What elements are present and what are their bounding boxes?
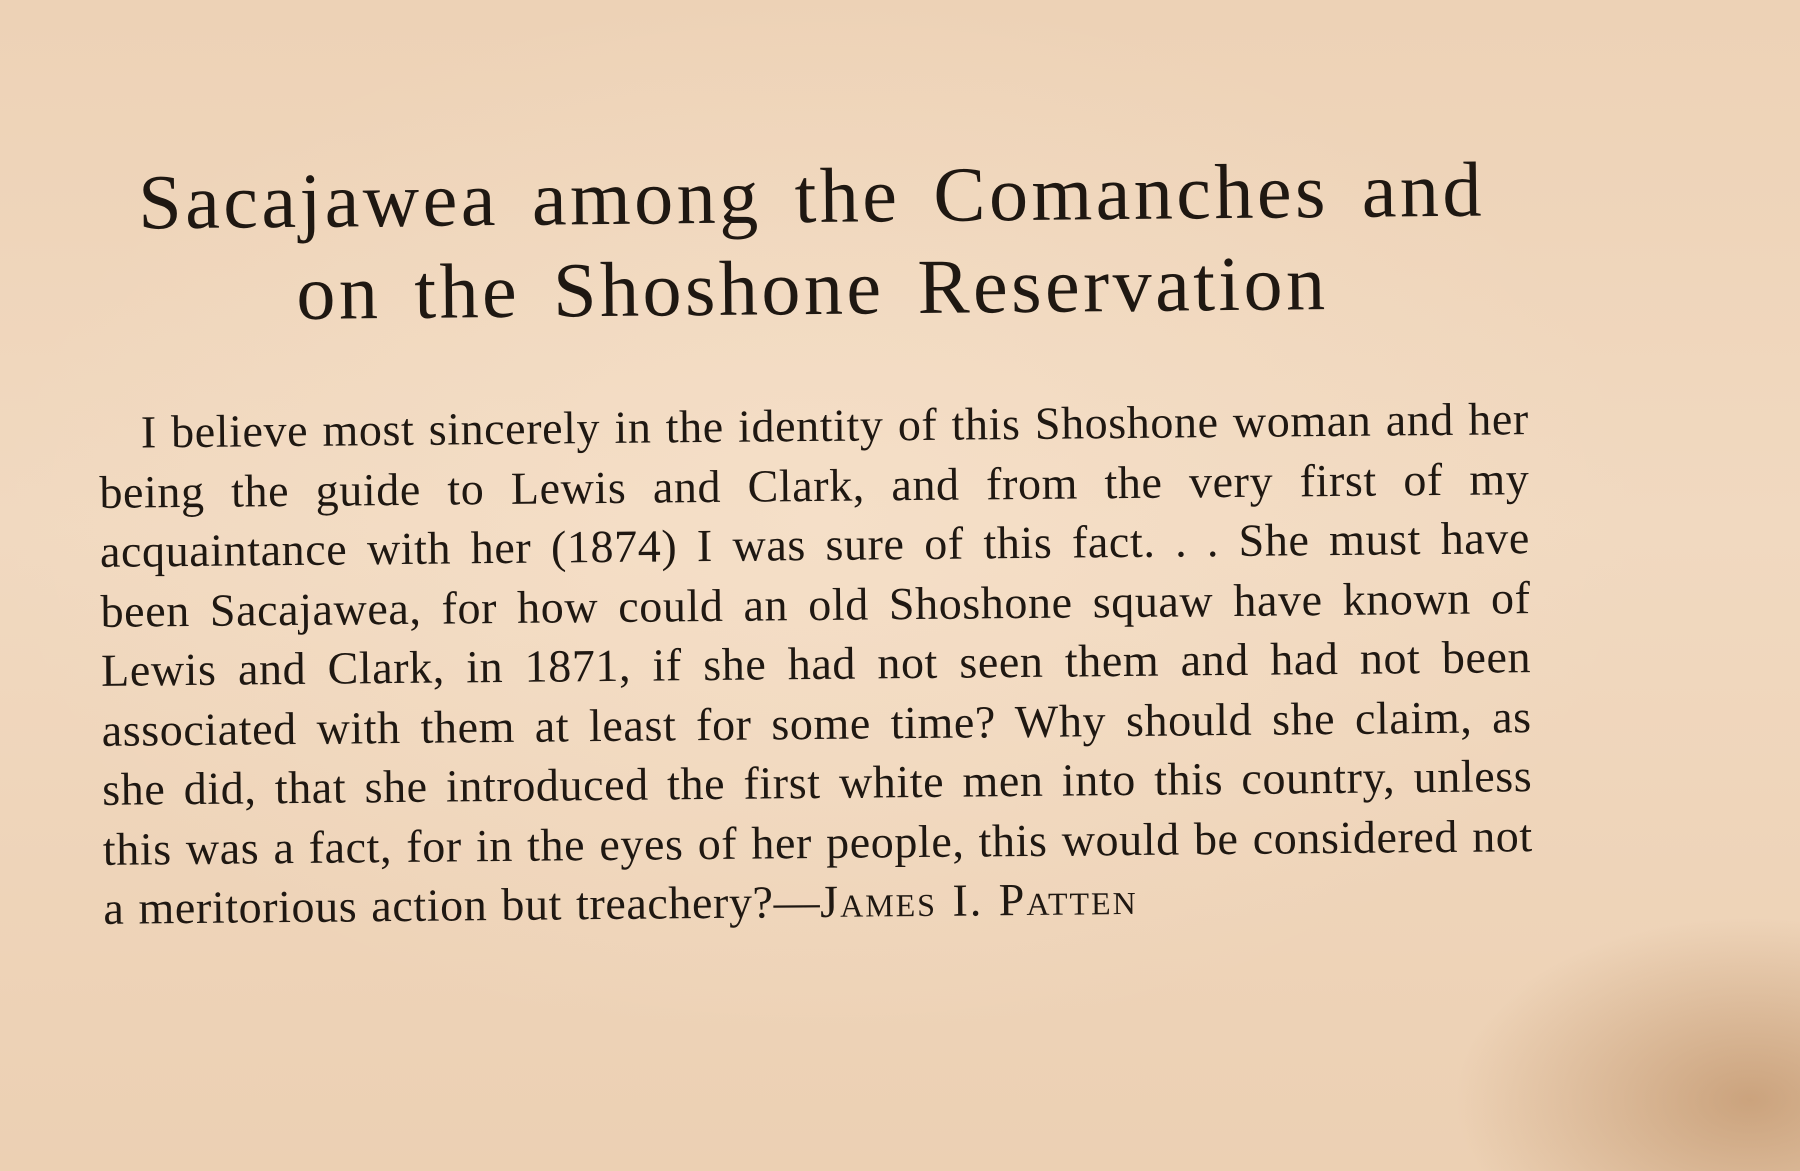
- page-content: [96, 143, 1533, 938]
- chapter-title-line-1: Sacajawea among the Comanches and: [137, 145, 1486, 246]
- quote-author: James I. Patten: [819, 872, 1138, 927]
- chapter-title: [96, 143, 1528, 341]
- quote-text: I believe most sincerely in the identity of this Shoshone woman and her being the guide to Lewis and Clark, and from the very first of my acquaintance with her (1874) I was sure of this fact. . . She must have been Sacajawea, for how could an old Shoshone squaw have known of Lewis and Clark, in 1871, if she had not seen them and had not been associated with them at least for some time? Why should she claim, as she did, that she introduced the first white men into this country, unless this was a fact, for in the eyes of her people, this would be considered not a meritorious action but treachery?—: [99, 393, 1534, 934]
- chapter-title-line-2: on the Shoshone Reservation: [295, 239, 1329, 336]
- quote-paragraph: [99, 389, 1534, 938]
